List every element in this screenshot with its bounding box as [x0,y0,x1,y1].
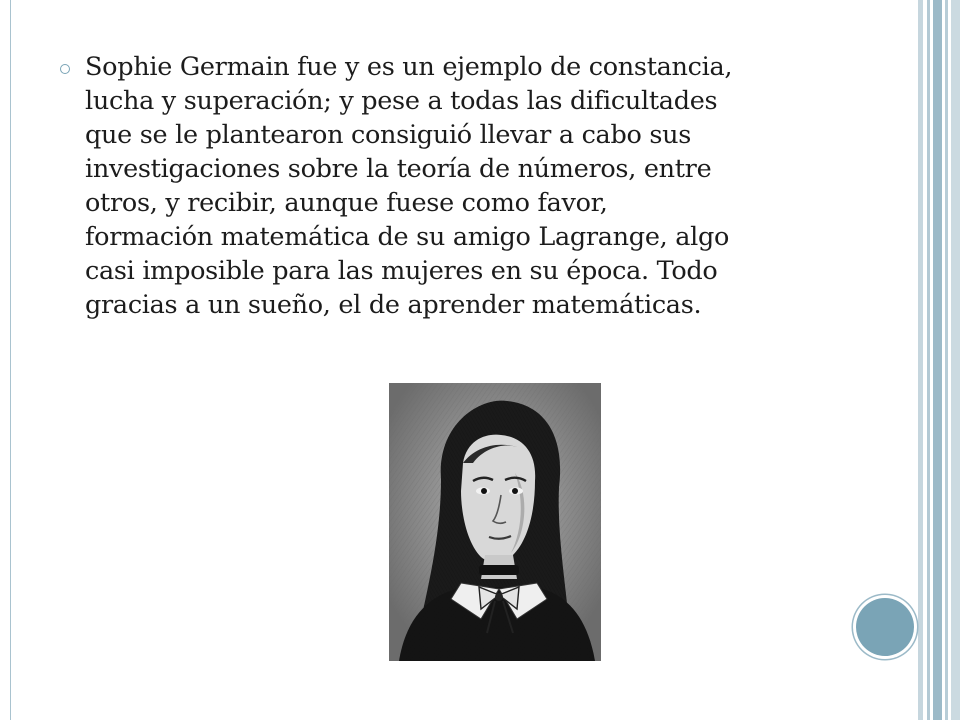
bullet-ring-icon [60,64,70,74]
bullet-item [60,50,830,322]
portrait-image [389,383,601,661]
bullet-text: Sophie Germain fue y es un ejemplo de constancia, lucha y superación; y pese a todas las dificultades que se le plantearon consiguió llevar a cabo sus investigaciones sobre la teoría de números, entre otros, y recibir, aunque fuese como favor, formación matemática de su amigo Lagrange, algo casi imposible para las mujeres en su época. Todo gracias a un sueño, el de aprender matemáticas. [85,52,733,320]
decorative-circle [856,598,914,656]
slide-frame-right-stripes [918,0,960,720]
slide-frame-left-line [10,0,11,720]
